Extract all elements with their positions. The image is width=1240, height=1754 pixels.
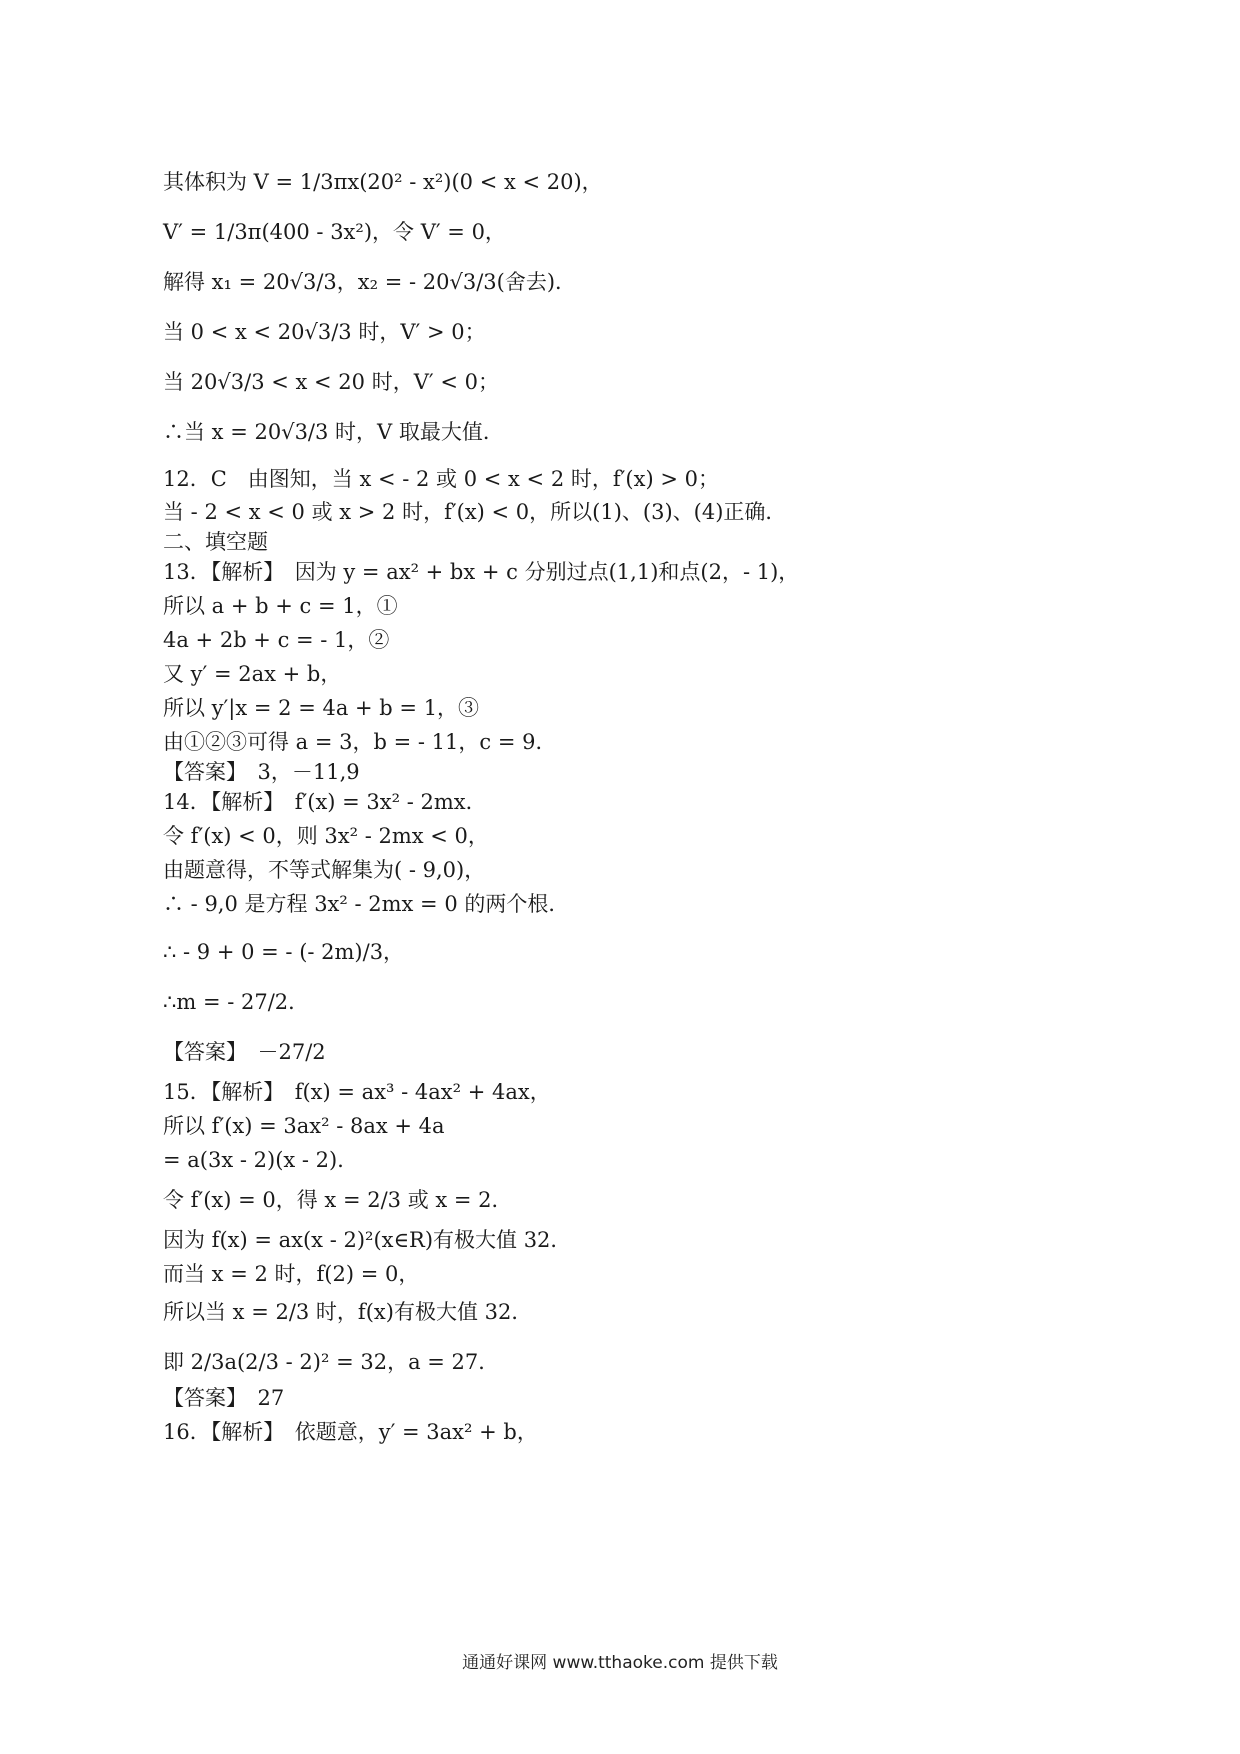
text-line: 因为 f(x) = ax(x - 2)²(x∈R)有极大值 32． <box>163 1228 572 1252</box>
text-line: 16．【解析】 依题意，y′ = 3ax² + b， <box>163 1420 538 1444</box>
text-line: 14．【解析】 f′(x) = 3x² - 2mx． <box>163 790 487 814</box>
answer-line: 【答案】 27 <box>163 1386 285 1410</box>
text-line: ∴当 x = 20√3/3 时，V 取最大值． <box>163 420 504 444</box>
text-line: V′ = 1/3π(400 - 3x²)，令 V′ = 0， <box>163 220 506 244</box>
text-line: 又 y′ = 2ax + b， <box>163 662 342 686</box>
text-line: 由题意得，不等式解集为( - 9,0)， <box>163 858 486 882</box>
page-footer: 通通好课网 www.tthaoke.com 提供下载 <box>462 1653 778 1673</box>
text-line: 当 - 2 < x < 0 或 x > 2 时，f′(x) < 0，所以(1)、(3)、(4)正确． <box>163 500 787 524</box>
text-line: 令 f′(x) < 0，则 3x² - 2mx < 0， <box>163 824 489 848</box>
text-line: 当 20√3/3 < x < 20 时，V′ < 0； <box>163 370 499 394</box>
text-line: 15．【解析】 f(x) = ax³ - 4ax² + 4ax， <box>163 1080 551 1104</box>
text-line: 4a + 2b + c = - 1，② <box>163 628 390 652</box>
text-line: 由①②③可得 a = 3，b = - 11，c = 9． <box>163 730 557 754</box>
text-line: 12．C 由图知，当 x < - 2 或 0 < x < 2 时，f′(x) > 0； <box>163 467 719 491</box>
text-line: ∴ - 9 + 0 = - (- 2m)/3， <box>163 940 405 964</box>
text-line: 解得 x₁ = 20√3/3，x₂ = - 20√3/3(舍去)． <box>163 270 577 294</box>
section-heading: 二、填空题 <box>163 530 268 554</box>
text-line: 所以 a + b + c = 1，① <box>163 594 398 618</box>
text-line: 当 0 < x < 20√3/3 时，V′ > 0； <box>163 320 486 344</box>
text-line: 所以 f′(x) = 3ax² - 8ax + 4a <box>163 1114 445 1138</box>
text-line: ∴ - 9,0 是方程 3x² - 2mx = 0 的两个根． <box>163 892 570 916</box>
text-line: ∴m = - 27/2． <box>163 990 310 1014</box>
text-line: 所以 y′|x = 2 = 4a + b = 1，③ <box>163 696 480 720</box>
text-line: = a(3x - 2)(x - 2)． <box>163 1148 359 1172</box>
text-line: 13．【解析】 因为 y = ax² + bx + c 分别过点(1,1)和点(2，- 1)， <box>163 560 800 584</box>
text-line: 而当 x = 2 时，f(2) = 0， <box>163 1262 420 1286</box>
text-line: 其体积为 V = 1/3πx(20² - x²)(0 < x < 20)， <box>163 170 603 194</box>
text-line: 所以当 x = 2/3 时，f(x)有极大值 32． <box>163 1300 533 1324</box>
text-line: 令 f′(x) = 0，得 x = 2/3 或 x = 2． <box>163 1188 513 1212</box>
answer-line: 【答案】 －27/2 <box>163 1040 326 1064</box>
answer-line: 【答案】 3，－11,9 <box>163 760 360 784</box>
text-line: 即 2/3a(2/3 - 2)² = 32，a = 27． <box>163 1350 500 1374</box>
